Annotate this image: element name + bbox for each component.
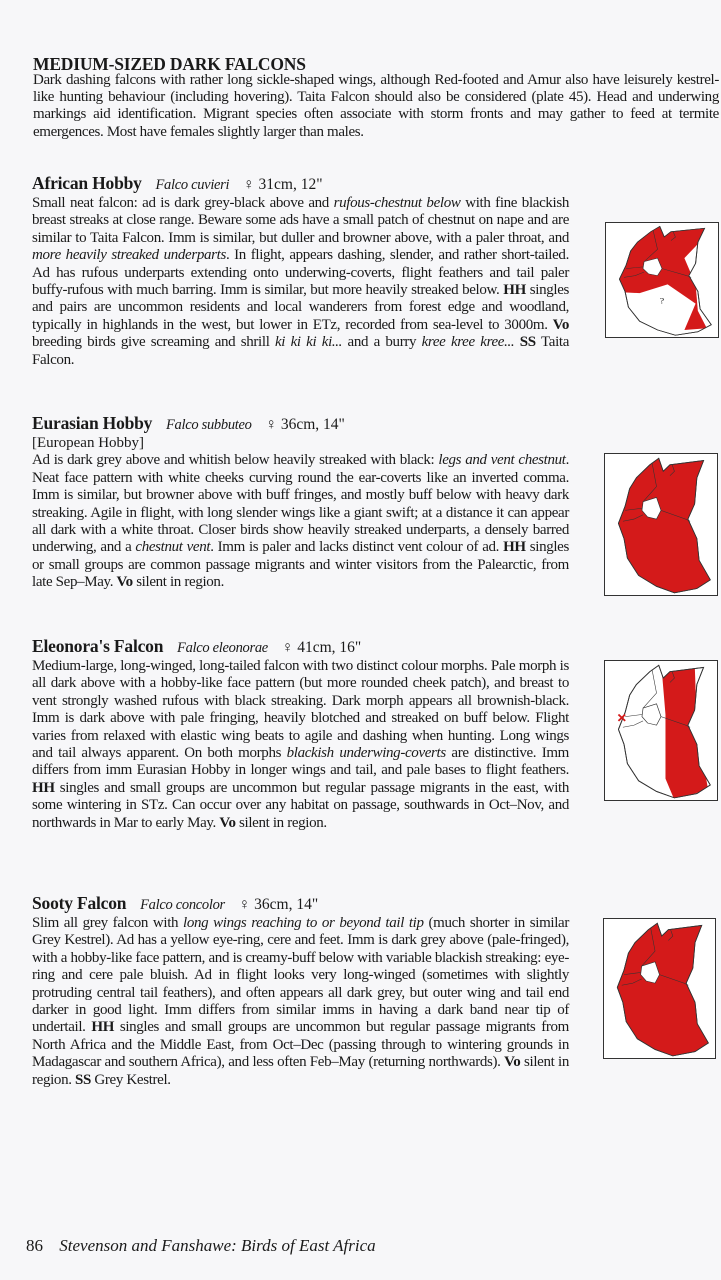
text-run: Grey Kestrel. — [91, 1071, 171, 1088]
text-run: singles or small groups are common passage migrants and winter visitors from the Palearctic, from late Sep–May. — [32, 539, 569, 591]
text-run: with fine blackish breast streaks at close range. Beware some ads have a small patch of chestnut on nape and are similar to Taita Falcon. Imm is similar, but duller and browner above, with a paler throat, and — [32, 195, 569, 246]
italic-phrase: kree kree kree... — [421, 334, 515, 351]
species-size: ♀ 31cm, 12" — [243, 176, 323, 193]
bold-keyword: Vo — [219, 814, 236, 831]
italic-phrase: ki ki ki ki... — [274, 334, 343, 351]
range-area — [605, 454, 717, 595]
text-run: silent in region. — [32, 1054, 569, 1088]
text-run: (much shorter in similar Grey Kestrel). Ad has a yellow eye-ring, cere and feet. Imm is dark grey above (pale-fringed), with a hobby-like face pattern, and is creamy-buff below with variable blackish streaking: eye-ring and cere pale bluish. Ad in flight looks very long-winged (sometimes with slightly protruding central tail feathers), and often appears all dark grey, but outer wing and tail end darker in good light. Imm differs from similar imms in having a dark band near tip of undertail. — [32, 915, 569, 1036]
page-number: 86 — [26, 1236, 43, 1255]
text-run: and a burry — [342, 334, 422, 351]
range-map-african-hobby — [605, 222, 719, 338]
species-alt-name: [European Hobby] — [32, 435, 145, 451]
species-scientific-name: Falco eleonorae — [177, 640, 268, 656]
text-run: silent in region. — [132, 574, 224, 591]
east-africa-map — [605, 454, 717, 595]
species-size: ♀ 36cm, 14" — [265, 416, 345, 433]
range-area — [604, 919, 715, 1058]
page-footer — [26, 1236, 376, 1256]
text-run: Ad is dark grey above and whitish below heavily streaked with black: — [32, 452, 439, 469]
book-reference: Stevenson and Fanshawe: Birds of East Africa — [59, 1236, 376, 1255]
text-run: Taita Falcon. — [32, 334, 570, 368]
bold-keyword: Vo — [116, 574, 133, 591]
species-description — [32, 658, 569, 832]
species-title — [32, 413, 569, 435]
uncertain-range-label: ? — [659, 296, 665, 306]
italic-phrase: more heavily streaked underparts — [32, 247, 226, 264]
species-common-name: Sooty Falcon — [32, 893, 127, 913]
bold-keyword: Vo — [504, 1054, 521, 1071]
species-title — [32, 173, 569, 195]
species-entry-african-hobby — [32, 173, 569, 369]
bold-keyword: Vo — [552, 316, 569, 333]
bold-keyword: SS — [75, 1071, 92, 1088]
species-size: ♀ 41cm, 16" — [281, 639, 362, 656]
text-run: Medium-large, long-winged, long-tailed falcon with two distinct colour morphs. Pale morph is all dark above with a hobby-like face pattern (but more rounded cheek patch), and breast to vent strongly washed rufous with black streaking. Dark morph appears all brownish-black. Imm is dark above with pale fringing, heavily blotched and streaked on buff below. Flight varies from relaxed with elastic wing beats to agile and dashing when hunting. Long wings and tail always apparent. On both morphs — [32, 658, 569, 762]
text-run: breeding birds give screaming and shrill — [32, 334, 275, 351]
bold-keyword: HH — [32, 779, 55, 796]
text-run: singles and small groups are uncommon but regular passage migrants from North Africa and the Middle East, from Oct–Dec (passing through to wintering grounds in Madagascar and southern Africa), and less often Feb–May (returning northwards). — [32, 1019, 569, 1071]
text-run: singles and small groups are uncommon but regular passage migrants in the east, with some wintering in STz. Can occur over any habitat on passage, southwards in Oct–Nov, and northwards in Mar to early May. — [32, 779, 569, 831]
range-map-eurasian-hobby — [604, 453, 718, 596]
text-run: Slim all grey falcon with — [32, 915, 184, 931]
italic-phrase: legs and vent chestnut — [438, 452, 566, 469]
species-size: ♀ 36cm, 14" — [238, 896, 319, 913]
east-africa-map — [604, 919, 715, 1058]
text-run: are distinctive. Imm differs from imm Eurasian Hobby in longer wings and tail, and pale bases to flight feathers. — [32, 745, 570, 779]
text-run: singles and pairs are uncommon residents and local wanderers from forest edge and woodland, typically in highlands in the west, but lower in ETz, recorded from sea-level to 3000m. — [32, 282, 569, 333]
text-run: . Neat face pattern with white cheeks curving round the ear-coverts like an inverted comma. Imm is similar, but browner above with buff fringes, and mostly buff below with heavy dark streaking. Agile in flight, with long slender wings like a giant swift; at a distance it can appear all dark with a white throat. Closer birds show heavily streaked underparts, a densely barred underwing, and a — [32, 452, 569, 556]
east-africa-map — [605, 661, 717, 800]
species-description — [32, 915, 569, 1089]
bold-keyword: HH — [91, 1019, 115, 1036]
species-title — [32, 636, 569, 658]
species-common-name: Eurasian Hobby — [32, 413, 153, 433]
bold-keyword: HH — [503, 282, 526, 299]
species-description — [32, 195, 569, 369]
species-common-name: Eleonora's Falcon — [32, 636, 164, 656]
range-map-sooty-falcon — [603, 918, 716, 1059]
italic-phrase: chestnut vent — [135, 539, 211, 556]
species-title — [32, 893, 569, 915]
species-entry-sooty-falcon — [32, 893, 569, 1089]
species-entry-eurasian-hobby — [32, 413, 569, 592]
text-run: . In flight, appears dashing, slender, and rather short-tailed. Ad has rufous underparts extending onto underwing-coverts, flight feathers and tail paler buffy-rufous with much barring. Imm is similar, but more heavily streaked below. — [32, 247, 569, 299]
italic-phrase: blackish underwing-coverts — [286, 745, 446, 762]
bold-keyword: SS — [519, 334, 536, 351]
species-description — [32, 452, 569, 591]
italic-phrase: long wings reaching to or beyond tail tip — [183, 915, 424, 931]
italic-phrase: rufous-chestnut below — [333, 195, 461, 211]
text-run: Small neat falcon: ad is dark grey-black above and — [32, 195, 334, 211]
text-run: . Imm is paler and lacks distinct vent colour of ad. — [210, 539, 504, 556]
range-map-eleonoras-falcon — [604, 660, 718, 801]
east-africa-map — [606, 223, 718, 337]
bold-keyword: HH — [503, 539, 526, 556]
section-intro: Dark dashing falcons with rather long sickle-shaped wings, although Red-footed and Amur also have leisurely kestrel-like hunting behaviour (including hovering). Taita Falcon should also be considered (plate 45). Head and underwing markings aid identification. Migrant species often associate with storm fronts and may gather to feed at termite emergences. Most have females slightly larger than males. — [33, 72, 719, 140]
text-run: silent in region. — [235, 814, 327, 831]
species-scientific-name: Falco concolor — [140, 897, 225, 913]
section-heading: MEDIUM-SIZED DARK FALCONS — [33, 54, 306, 74]
species-scientific-name: Falco subbuteo — [165, 417, 252, 433]
species-scientific-name: Falco cuvieri — [155, 177, 230, 193]
range-area — [661, 661, 708, 800]
species-common-name: African Hobby — [32, 173, 142, 193]
species-entry-eleonoras-falcon — [32, 636, 569, 832]
